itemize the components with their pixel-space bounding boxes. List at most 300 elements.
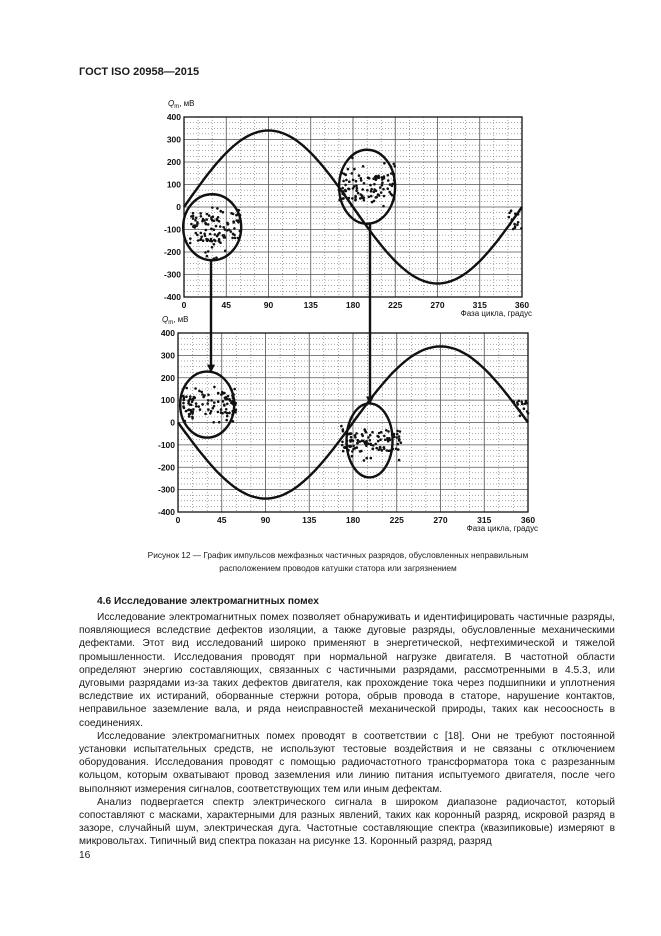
data-point (379, 446, 382, 449)
data-point (368, 177, 371, 180)
data-point (182, 399, 185, 402)
data-point (356, 442, 359, 445)
data-point (200, 391, 203, 394)
data-point (225, 408, 228, 411)
data-point (217, 411, 220, 414)
y-tick-label: -300 (163, 269, 181, 280)
data-point (189, 398, 192, 401)
data-point (361, 433, 364, 436)
data-point (220, 411, 223, 414)
y-tick-label: -100 (157, 439, 175, 450)
y-tick-label: 300 (160, 350, 175, 361)
data-point (526, 410, 529, 413)
chart-1 (164, 99, 532, 318)
data-point (361, 195, 364, 198)
data-point (341, 444, 344, 447)
data-point (513, 223, 516, 226)
data-point (222, 226, 225, 229)
data-point (225, 419, 228, 422)
data-point (213, 220, 216, 223)
x-tick-label: 270 (430, 300, 445, 310)
data-point (213, 243, 216, 246)
data-point (195, 402, 198, 405)
data-point (210, 410, 213, 413)
y-tick-label: 100 (160, 395, 175, 406)
data-point (194, 397, 197, 400)
data-point (189, 403, 192, 406)
data-point (380, 431, 383, 434)
y-tick-label: 400 (160, 328, 175, 338)
data-point (514, 225, 517, 228)
data-point (377, 440, 380, 443)
data-point (514, 213, 517, 216)
data-point (386, 437, 389, 440)
data-point (228, 412, 231, 415)
data-point (377, 449, 380, 452)
data-point (358, 174, 361, 177)
data-point (219, 210, 222, 213)
data-point (387, 440, 390, 443)
data-point (388, 191, 391, 194)
chart-2 (158, 315, 538, 533)
data-point (233, 227, 236, 230)
data-point (394, 165, 397, 168)
data-point (352, 179, 355, 182)
data-point (200, 236, 203, 239)
data-point (520, 227, 523, 230)
data-point (224, 398, 227, 401)
data-point (382, 205, 385, 208)
caption-line-2: расположением проводов катушки статора или загрязнением (219, 563, 457, 573)
data-point (207, 399, 210, 402)
data-point (342, 428, 345, 431)
data-point (203, 233, 206, 236)
data-point (233, 234, 236, 237)
data-point (517, 213, 520, 216)
y-axis-label: $Q_m$, мВ (162, 315, 189, 326)
data-point (207, 238, 210, 241)
data-point (398, 459, 401, 462)
data-point (193, 225, 196, 228)
data-point (381, 184, 384, 187)
data-point (206, 402, 209, 405)
data-point (211, 206, 214, 209)
data-point (516, 223, 519, 226)
y-tick-label: 0 (170, 417, 175, 428)
data-point (182, 405, 185, 408)
x-tick-label: 0 (181, 300, 187, 310)
data-point (345, 179, 348, 182)
data-point (204, 251, 207, 254)
data-point (192, 217, 195, 220)
data-point (218, 232, 221, 235)
data-point (195, 405, 198, 408)
data-point (378, 194, 381, 197)
data-point (374, 443, 377, 446)
data-point (351, 455, 354, 458)
data-point (508, 216, 511, 219)
data-point (192, 411, 195, 414)
data-point (215, 225, 218, 228)
data-point (205, 229, 208, 232)
figure-caption (100, 549, 576, 575)
x-tick-label: 315 (472, 300, 487, 310)
data-point (375, 190, 378, 193)
data-point (217, 400, 220, 403)
data-point (192, 398, 195, 401)
data-point (198, 390, 201, 393)
data-point (363, 199, 366, 202)
data-point (219, 241, 222, 244)
data-point (199, 238, 202, 241)
data-point (354, 195, 357, 198)
data-point (348, 180, 351, 183)
data-point (360, 177, 363, 180)
y-tick-label: -200 (163, 247, 181, 257)
data-point (513, 401, 516, 404)
data-point (221, 391, 224, 394)
page-number: 16 (79, 850, 91, 861)
x-tick-label: 360 (520, 515, 536, 525)
data-point (342, 450, 345, 453)
y-tick-label: -400 (157, 507, 175, 517)
data-point (353, 168, 356, 171)
body-text (79, 611, 615, 849)
pd-cluster-2 (338, 157, 397, 208)
data-point (379, 438, 382, 441)
data-point (197, 239, 200, 242)
section-heading: 4.6 Исследование электромагнитных помех (97, 596, 319, 607)
paragraph: Исследование электромагнитных помех позволяет обнаруживать и идентифицировать частичные разряды, появляющиеся вследствие дефектов изоляции, а также дуговые разряды, обусловленные механическими дефектами. Этот вид исследований широко применяют в энергетической, нефтехимической и тяжелой промышленности. Исследования проводят при нормальной нагрузке двигателя. В частотной области определяют энергию составляющих, связанных с частичными разрядами, рассмотренными в 4.5.3, или дуговыми разрядами из-за таких дефектов двигателя, как прохождение тока через подшипники и уплотнения вследствие их истираний, оборванные стержни ротора, обрыв провода в статоре, нарушение контактов, неправильное заземление вала, и ряда неисправностей механической природы, таких как несоосность в соединениях. (79, 612, 615, 729)
data-point (396, 430, 399, 433)
data-point (348, 197, 351, 200)
data-point (354, 199, 357, 202)
data-point (375, 447, 378, 450)
caption-line-1: Рисунок 12 — График импульсов межфазных частичных разрядов, обусловленных неправильным (147, 550, 529, 560)
data-point (343, 446, 346, 449)
data-point (343, 173, 346, 176)
data-point (369, 184, 372, 187)
data-point (511, 219, 514, 222)
y-tick-label: -200 (157, 462, 175, 473)
data-point (192, 212, 195, 215)
y-tick-label: -300 (157, 484, 175, 495)
data-point (519, 415, 522, 418)
data-point (381, 181, 384, 184)
y-tick-label: 200 (166, 157, 181, 167)
data-point (351, 172, 354, 175)
data-point (516, 401, 519, 404)
data-point (357, 192, 360, 195)
x-tick-label: 0 (175, 515, 181, 525)
data-point (366, 189, 369, 192)
data-point (524, 402, 527, 405)
data-point (355, 432, 358, 435)
data-point (342, 180, 345, 183)
data-point (234, 237, 237, 240)
pd-cluster-1 (182, 386, 237, 424)
data-point (379, 186, 382, 189)
data-point (224, 411, 227, 414)
x-axis-label: Фаза цикла, градус (466, 524, 538, 533)
x-tick-label: 90 (260, 515, 271, 525)
x-tick-label: 180 (345, 300, 361, 310)
data-point (396, 433, 399, 436)
data-point (517, 221, 520, 224)
data-point (371, 431, 374, 434)
data-point (367, 436, 370, 439)
data-point (350, 205, 353, 208)
document-header: ГОСТ ISO 20958—2015 (79, 66, 200, 78)
data-point (197, 405, 200, 408)
data-point (226, 222, 229, 225)
data-point (370, 444, 373, 447)
data-point (183, 396, 186, 399)
x-axis-label: Фаза цикла, градус (460, 309, 532, 318)
y-tick-label: 100 (166, 179, 181, 190)
data-point (199, 408, 202, 411)
paragraph: Исследование электромагнитных помех проводят в соответствии с [18]. Они не требуют постоянной установки испытательных средств, не используют тестовые воздействия и не связаны с отключением оборудования. Исследования проводят с помощью радиочастотного трансформатора тока с разрезанным кольцом, которым охватывают провод заземления или линию питания испытуемого двигателя, после чего выполняют измерения сигналов, соответствующих тем или иным дефектам. (79, 730, 615, 795)
x-tick-label: 180 (345, 515, 361, 525)
data-point (222, 234, 225, 237)
data-point (512, 228, 515, 231)
data-point (389, 183, 392, 186)
data-point (387, 179, 390, 182)
data-point (369, 434, 372, 437)
data-point (189, 242, 192, 245)
data-point (226, 403, 229, 406)
x-tick-label: 45 (217, 515, 227, 525)
data-point (359, 197, 362, 200)
data-point (383, 162, 386, 165)
data-point (383, 447, 386, 450)
data-point (341, 187, 344, 190)
data-point (523, 407, 526, 410)
data-point (361, 188, 364, 191)
data-point (354, 436, 357, 439)
data-point (359, 450, 362, 453)
data-point (213, 401, 216, 404)
data-point (182, 402, 185, 405)
data-point (207, 408, 210, 411)
data-point (350, 439, 353, 442)
y-tick-label: 200 (160, 372, 175, 383)
data-point (194, 387, 197, 390)
data-point (375, 196, 378, 199)
data-point (196, 222, 199, 225)
data-point (391, 194, 394, 197)
data-point (525, 400, 528, 403)
data-point (355, 180, 358, 183)
data-point (508, 212, 511, 215)
data-point (212, 407, 215, 410)
data-point (202, 239, 205, 242)
data-point (363, 182, 366, 185)
data-point (355, 184, 358, 187)
data-point (210, 399, 213, 402)
data-point (370, 457, 373, 460)
data-point (202, 218, 205, 221)
data-point (370, 195, 373, 198)
data-point (344, 184, 347, 187)
data-point (210, 238, 213, 241)
data-point (201, 403, 204, 406)
data-point (188, 415, 191, 418)
data-point (195, 232, 198, 235)
data-point (230, 230, 233, 233)
data-point (385, 429, 388, 432)
data-point (207, 394, 210, 397)
data-point (351, 197, 354, 200)
data-point (386, 449, 389, 452)
data-point (199, 212, 202, 215)
x-tick-label: 135 (302, 515, 317, 525)
data-point (380, 191, 383, 194)
data-point (230, 212, 233, 215)
data-point (226, 229, 229, 232)
data-point (207, 250, 210, 253)
y-tick-label: 400 (166, 112, 181, 122)
data-point (373, 183, 376, 186)
paragraph: Анализ подвергается спектр электрического сигнала в широком диапазоне радиочастот, который сопоставляют с масками, характерными для разных явлений, таких как коронный разряд, искровой разряд в зазоре, случайный шум, электрическая дуга. Частотные составляющие спектра (квазипиковые) измеряют в микровольтах. Типичный вид спектра показан на рисунке 13. Коронный разряд, разряд (79, 796, 615, 848)
data-point (353, 185, 356, 188)
data-point (362, 165, 365, 168)
data-point (218, 421, 221, 424)
data-point (396, 443, 399, 446)
data-point (192, 215, 195, 218)
data-point (393, 163, 396, 166)
data-point (351, 450, 354, 453)
data-point (361, 440, 364, 443)
data-point (350, 436, 353, 439)
y-tick-label: 300 (166, 134, 181, 145)
data-point (381, 449, 384, 452)
x-tick-label: 225 (389, 515, 404, 525)
data-point (347, 168, 350, 171)
data-point (397, 448, 400, 451)
data-point (195, 217, 198, 220)
data-point (205, 223, 208, 226)
data-point (369, 439, 372, 442)
data-point (352, 445, 355, 448)
data-point (387, 174, 390, 177)
data-point (237, 221, 240, 224)
y-axis-label: $Q_m$, мВ (168, 99, 195, 110)
data-point (224, 236, 227, 239)
data-point (398, 439, 401, 442)
data-point (204, 413, 207, 416)
data-point (217, 216, 220, 219)
data-point (233, 388, 236, 391)
data-point (368, 196, 371, 199)
data-point (391, 183, 394, 186)
y-tick-label: -400 (163, 292, 181, 302)
data-point (189, 237, 192, 240)
data-point (235, 214, 238, 217)
data-point (207, 223, 210, 226)
data-point (348, 188, 351, 191)
data-point (371, 448, 374, 451)
data-point (219, 225, 222, 228)
data-point (227, 395, 230, 398)
data-point (345, 190, 348, 193)
data-point (190, 223, 193, 226)
data-point (206, 213, 209, 216)
data-point (350, 445, 353, 448)
data-point (396, 436, 399, 439)
data-point (194, 219, 197, 222)
data-point (187, 409, 190, 412)
data-point (209, 233, 212, 236)
data-point (228, 398, 231, 401)
data-point (210, 227, 213, 230)
x-tick-label: 45 (221, 300, 231, 310)
data-point (185, 410, 188, 413)
data-point (384, 439, 387, 442)
data-point (356, 439, 359, 442)
data-point (226, 415, 229, 418)
data-point (201, 393, 204, 396)
data-point (371, 201, 374, 204)
data-point (188, 413, 191, 416)
data-point (377, 176, 380, 179)
data-point (224, 250, 227, 253)
x-tick-label: 135 (303, 300, 318, 310)
data-point (340, 425, 343, 428)
data-point (212, 421, 215, 424)
x-tick-label: 225 (388, 300, 403, 310)
data-point (233, 221, 236, 224)
y-tick-label: -100 (163, 224, 181, 235)
data-point (509, 223, 512, 226)
data-point (220, 408, 223, 411)
data-point (521, 403, 524, 406)
data-point (191, 416, 194, 419)
x-tick-label: 315 (477, 515, 492, 525)
data-point (363, 459, 366, 462)
data-point (202, 396, 205, 399)
data-point (211, 246, 214, 249)
data-point (400, 441, 403, 444)
data-point (213, 239, 216, 242)
data-point (231, 237, 234, 240)
data-point (364, 443, 367, 446)
y-tick-label: 0 (176, 202, 181, 212)
data-point (373, 191, 376, 194)
data-point (222, 400, 225, 403)
data-point (206, 218, 209, 221)
data-point (185, 387, 188, 390)
data-point (370, 190, 373, 193)
data-point (374, 176, 377, 179)
data-point (383, 195, 386, 198)
data-point (383, 435, 386, 438)
data-point (342, 190, 345, 193)
data-point (208, 214, 211, 217)
data-point (341, 193, 344, 196)
data-point (212, 215, 215, 218)
data-point (200, 215, 203, 218)
data-point (387, 430, 390, 433)
data-point (189, 395, 192, 398)
data-point (222, 211, 225, 214)
data-point (356, 187, 359, 190)
data-point (365, 457, 368, 460)
data-point (382, 188, 385, 191)
data-point (355, 189, 358, 192)
data-point (185, 395, 188, 398)
data-point (383, 175, 386, 178)
